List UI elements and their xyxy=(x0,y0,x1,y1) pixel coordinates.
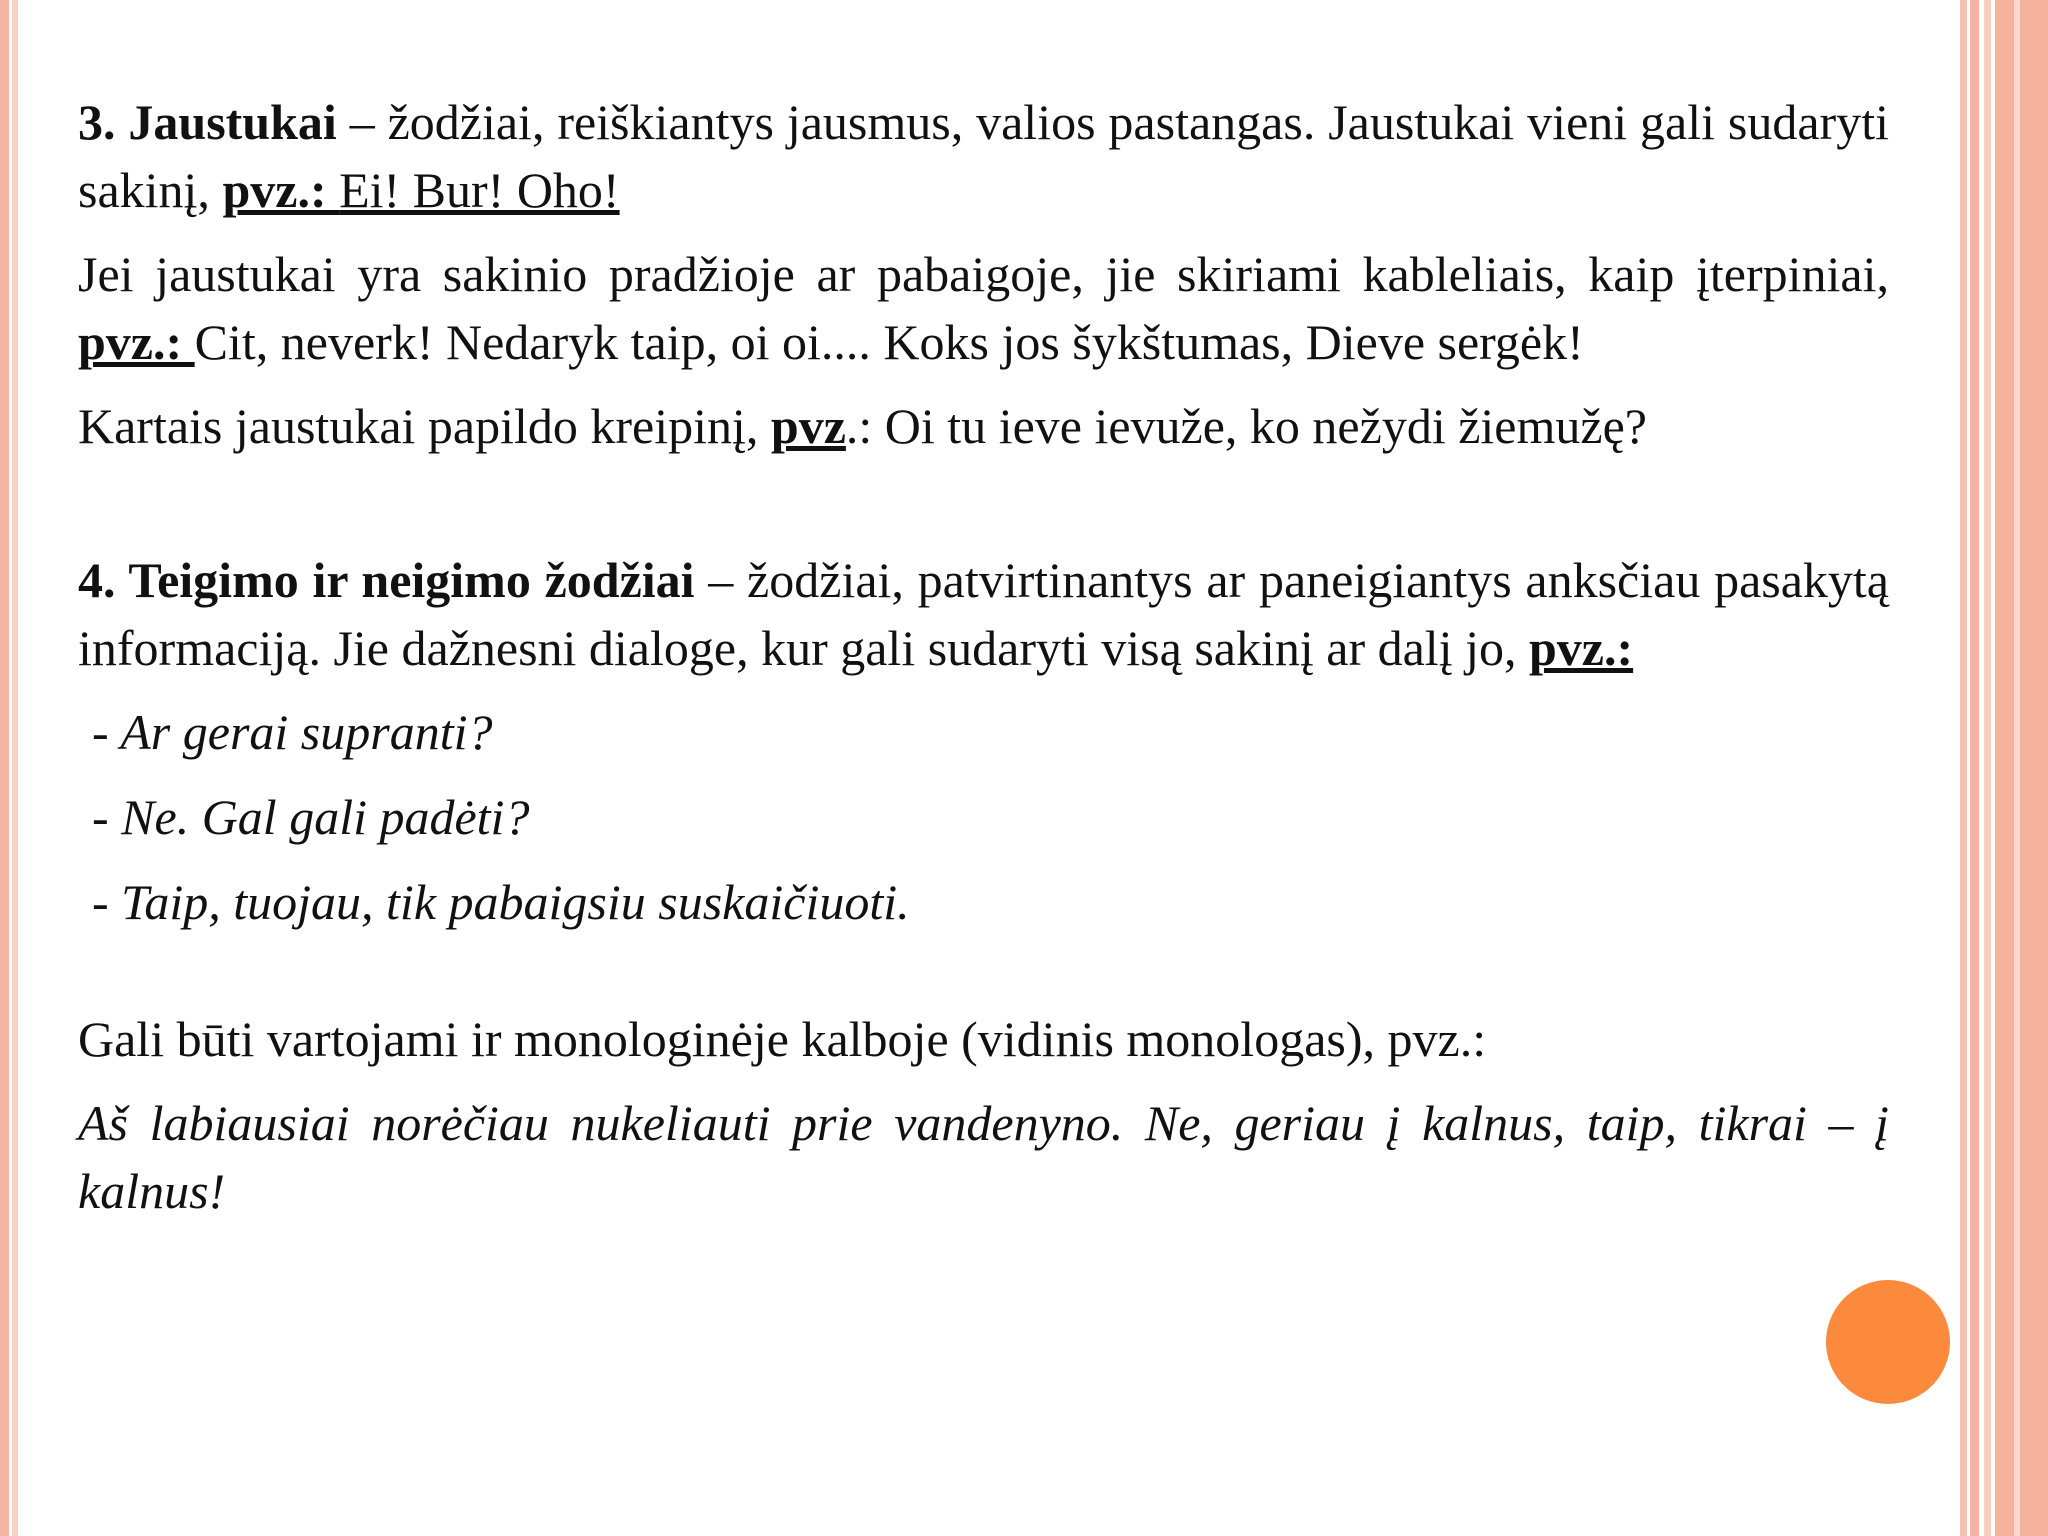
section-spacer xyxy=(78,953,1889,1005)
section3-para3-pvz: pvz xyxy=(770,398,846,454)
right-border-stripe-4 xyxy=(1995,0,2048,1536)
section4-definition xyxy=(78,546,1889,682)
section3-intro: – žodžiai, reiškiantys jausmus, valios pastangas. Jaustukai vieni gali sudaryti sakinį, xyxy=(78,94,1889,218)
dialog-line: - Taip, tuojau, tik pabaigsiu suskaičiuoti. xyxy=(92,874,910,930)
left-border-stripe-inner xyxy=(12,0,18,1536)
orange-circle-decoration xyxy=(1826,1280,1950,1404)
section4-intro: – žodžiai, patvirtinantys ar paneigiantys anksčiau pasakytą informaciją. Jie dažnesni dialoge, kur gali sudaryti visą sakinį ar dalį jo, xyxy=(78,552,1890,676)
section3-paragraph2 xyxy=(78,240,1889,376)
left-border-stripe xyxy=(0,0,9,1536)
section3-para2-example: Cit, neverk! Nedaryk taip, oi oi.... Koks jos šykštumas, Dieve sergėk! xyxy=(194,314,1584,370)
right-border-stripe-1 xyxy=(1960,0,1967,1536)
section-spacer xyxy=(78,476,1889,546)
right-border-stripe-2 xyxy=(1970,0,1979,1536)
right-border-stripe-3 xyxy=(1984,0,1991,1536)
section3-pvz-label: pvz.: xyxy=(222,162,340,218)
section4-pvz-label: pvz.: xyxy=(1528,620,1634,676)
dialog-line: - Ne. Gal gali padėti? xyxy=(92,789,530,845)
section3-title: 3. Jaustukai xyxy=(78,94,337,150)
section3-definition xyxy=(78,88,1889,224)
section3-para3-example: .: Oi tu ieve ievuže, ko nežydi žiemužę? xyxy=(845,398,1647,454)
dialog-line: - Ar gerai supranti? xyxy=(92,704,493,760)
section3-para3-text: Kartais jaustukai papildo kreipinį, xyxy=(78,398,771,454)
monolog-example: Aš labiausiai norėčiau nukeliauti prie vandenyno. Ne, geriau į kalnus, taip, tikrai – į kalnus! xyxy=(78,1095,1889,1219)
section3-example1: Ei! Bur! Oho! xyxy=(339,162,620,218)
section4-title: 4. Teigimo ir neigimo žodžiai xyxy=(78,552,695,608)
right-border-stripe-5 xyxy=(2014,0,2020,1536)
slide-content xyxy=(78,88,1889,1241)
section3-para2-pvz: pvz.: xyxy=(78,314,195,370)
monolog-intro: Gali būti vartojami ir monologinėje kalboje (vidinis monologas), pvz.: xyxy=(78,1011,1487,1067)
section3-para2-text: Jei jaustukai yra sakinio pradžioje ar pabaigoje, jie skiriami kableliais, kaip įterpiniai, xyxy=(78,246,1889,302)
section3-paragraph3 xyxy=(78,392,1889,460)
